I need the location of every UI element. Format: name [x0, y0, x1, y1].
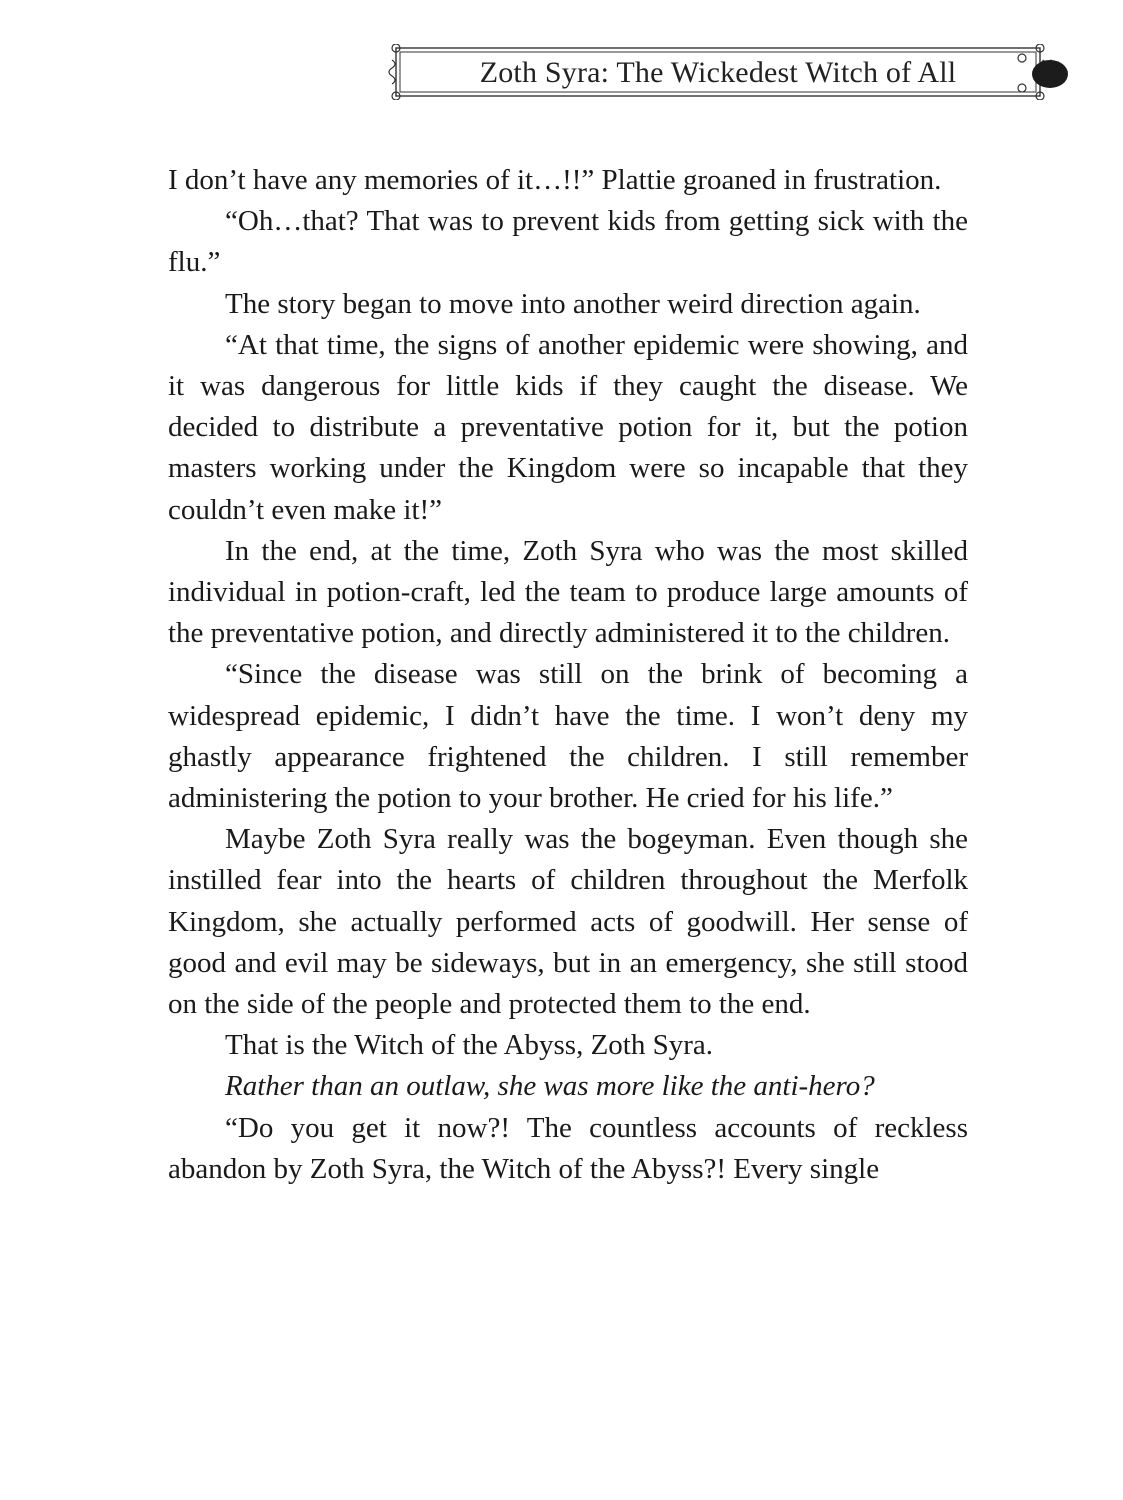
paragraph-5: In the end, at the time, Zoth Syra who was the most skilled individual in potion-craft, led the team to produce large amounts of the preventative potion, and directly administered it to the children.	[168, 534, 968, 650]
tomato-icon	[1016, 52, 1074, 92]
header-title: Zoth Syra: The Wickedest Witch of All	[479, 56, 957, 89]
paragraph-1: I don’t have any memories of it…!!” Plattie groaned in frustration.	[168, 164, 942, 196]
running-header	[388, 44, 1048, 100]
paragraph-4: “At that time, the signs of another epidemic were showing, and it was dangerous for little kids if they caught the disease. We decided to distribute a preventative potion for it, but the potion masters working under the Kingdom were so incapable that they couldn’t even make it!”	[168, 328, 968, 526]
paragraph-8: That is the Witch of the Abyss, Zoth Syra.	[225, 1029, 714, 1062]
paragraph-9-italic-thought: Rather than an outlaw, she was more like the anti-hero?	[225, 1070, 875, 1103]
paragraph-7: Maybe Zoth Syra really was the bogeyman. Even though she instilled fear into the hearts of children throughout the Merfolk Kingdom, she actually performed acts of goodwill. Her sense of good and evil may be sideways, but in an emergency, she still stood on the side of the people and protected them to the end.	[168, 823, 968, 1021]
chapter-body	[168, 160, 968, 1190]
paragraph-10: “Do you get it now?! The countless accounts of reckless abandon by Zoth Syra, the Witch of the Abyss?! Every single	[168, 1111, 968, 1185]
paragraph-2: “Oh…that? That was to prevent kids from getting sick with the flu.”	[168, 205, 968, 279]
paragraph-3: The story began to move into another weird direction again.	[225, 287, 921, 320]
paragraph-6: “Since the disease was still on the brink of becoming a widespread epidemic, I didn’t have the time. I won’t deny my ghastly appearance frightened the children. I still remember administering the potion to your brother. He cried for his life.”	[168, 658, 968, 815]
